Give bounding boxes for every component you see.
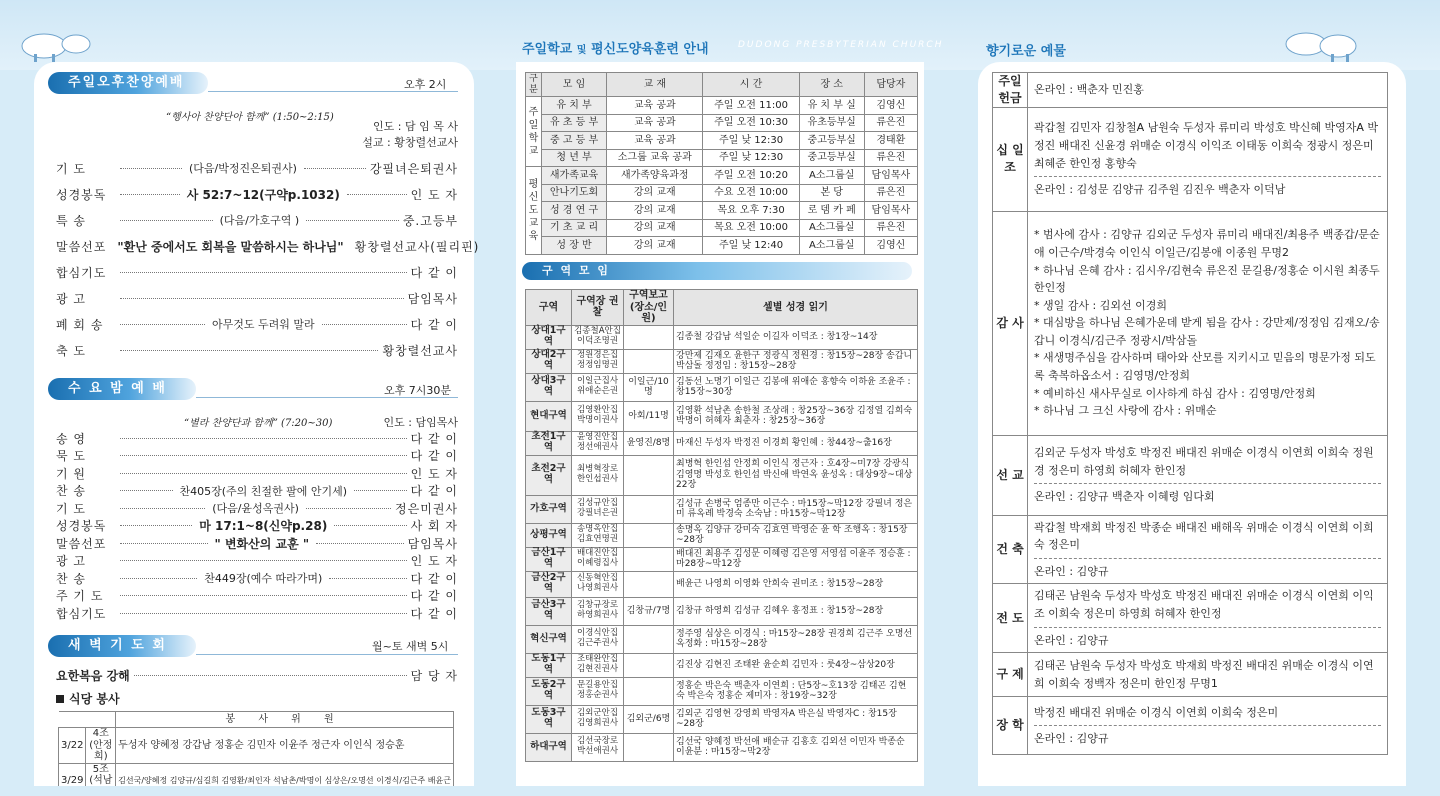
order-person: 담임목사 bbox=[407, 536, 458, 551]
header-center-title: 주일학교 및 평신도양육훈련 안내 bbox=[522, 42, 709, 57]
order-content: 찬405장(주의 친절한 팔에 안기세) bbox=[179, 484, 348, 498]
district-row bbox=[526, 653, 918, 677]
order-label: 찬 송 bbox=[56, 484, 86, 498]
offering-content bbox=[1028, 584, 1388, 653]
school-cell: 강의 교재 bbox=[607, 202, 703, 220]
offering-content bbox=[1028, 697, 1388, 755]
district-cell: 최병혁 한인섭 안정희 이인식 정근자 : 호4장~미7장 강광식 김영명 박성호 한인섭 박신애 박연옥 윤성옥 : 대상9장~대상22장 bbox=[674, 455, 918, 495]
wednesday-leader: 인도 : 담임목사 bbox=[383, 416, 458, 429]
offering-line: * 새생명주심을 감사하며 태아와 산모를 지키시고 믿음의 명문가정 되도록 축복하옵소서 : 김영명/안정희 bbox=[1034, 351, 1376, 383]
sunday-order-row bbox=[56, 262, 458, 282]
order-person: 인 도 자 bbox=[410, 466, 458, 481]
school-cell: 소그룹 교육 공과 bbox=[607, 149, 703, 167]
district-cell: 금산2구역 bbox=[526, 571, 572, 597]
district-cell: 강만제 김재오 윤한구 정광식 정원경 : 창15장~28장 송갑니 박삼돌 정정임 : 창15장~28장 bbox=[674, 349, 918, 373]
district-cell: 이일근/10명 bbox=[624, 373, 674, 401]
school-cell: 김영신 bbox=[864, 237, 917, 255]
school-cell: A소그룹실 bbox=[799, 237, 864, 255]
district-cell: 도동1구역 bbox=[526, 653, 572, 677]
district-cell: 정원경은집 정정임명권 bbox=[572, 349, 624, 373]
offering-category: 주일 헌금 bbox=[993, 73, 1028, 108]
offering-line: * 생일 감사 : 김외선 이경희 bbox=[1034, 298, 1167, 312]
district-header: 구역장 권찰 bbox=[572, 290, 624, 326]
meal-row bbox=[59, 728, 454, 764]
district-cell bbox=[624, 523, 674, 547]
offering-row bbox=[993, 697, 1388, 755]
order-person: 중.고등부 bbox=[402, 213, 459, 228]
district-cell: 조태완안집 김현진권사 bbox=[572, 653, 624, 677]
meal-cell: 4조(안정희) bbox=[86, 728, 116, 764]
district-cell bbox=[624, 495, 674, 523]
order-person: 강필녀은퇴권사 bbox=[369, 161, 458, 176]
offering-content bbox=[1028, 653, 1388, 697]
order-person: 황창렬선교사 bbox=[382, 343, 458, 358]
district-cell: 김창규장로 하영희권사 bbox=[572, 597, 624, 625]
school-row bbox=[526, 202, 918, 220]
school-cell: 새가족교육 bbox=[542, 167, 607, 185]
school-cell: 주일 오전 11:00 bbox=[703, 97, 799, 115]
offering-online: 온라인 : 김성문 김양규 김주원 김진우 백춘자 이덕남 bbox=[1034, 183, 1286, 197]
order-person: 인 도 자 bbox=[410, 187, 459, 202]
district-cell: 문길용안집 정홍순권사 bbox=[572, 677, 624, 705]
order-label: 광 고 bbox=[56, 291, 86, 306]
school-cell: 유초등부실 bbox=[799, 114, 864, 132]
offering-line: * 대심방을 하나님 은혜가운데 받게 됨을 감사 : 강만제/정정임 김재오/송갑니 이경식/김근주 정광시/박삼돌 bbox=[1034, 316, 1380, 347]
order-person: 다 같 이 bbox=[410, 589, 458, 603]
sunday-order-row bbox=[56, 158, 458, 178]
district-row bbox=[526, 495, 918, 523]
district-cell: 김영환 석남촌 송한철 조상래 : 창25장~36장 김정열 김희숙 박명이 허혜자 최춘자 : 창25장~36장 bbox=[674, 401, 918, 431]
dawn-time: 월~토 새벽 5시 bbox=[372, 640, 449, 653]
school-cell: 주일 낮 12:30 bbox=[703, 132, 799, 150]
order-person: 사 회 자 bbox=[410, 519, 458, 533]
wednesday-order-row bbox=[56, 603, 458, 623]
school-cell: 기 초 교 리 bbox=[542, 219, 607, 237]
sheep-illustration-right bbox=[1276, 16, 1364, 64]
school-group: 평신도교육 bbox=[526, 167, 542, 255]
sunday-section-title: 주일오후찬양예배 bbox=[48, 72, 208, 94]
wednesday-time: 오후 7시30분 bbox=[384, 384, 451, 397]
district-cell: 김외군 김영현 강영희 박영자A 박은실 박영자C : 창15장~28장 bbox=[674, 705, 918, 733]
sunday-order-row bbox=[56, 314, 458, 334]
offering-online: 온라인 : 백춘자 민진홍 bbox=[1034, 83, 1144, 96]
school-cell: 목요 오후 7:30 bbox=[703, 202, 799, 220]
district-cell: 초전2구역 bbox=[526, 455, 572, 495]
offering-line: * 범사에 감사 : 김양규 김외군 두성자 류미리 배대진/최용주 백종갑/문순애 이근수/박경숙 이인식 이일근/김봉애 이종원 무명2 bbox=[1034, 228, 1380, 259]
order-person: 다 같 이 bbox=[410, 431, 458, 446]
district-cell: 김선국 양혜정 박선애 배순규 김홍호 김외선 이민자 박종순 이윤분 : 마15장~막2장 bbox=[674, 733, 918, 761]
district-row bbox=[526, 325, 918, 349]
school-cell: A소그룹실 bbox=[799, 219, 864, 237]
school-cell: 강의 교재 bbox=[607, 237, 703, 255]
district-cell: 김성규안집 강필녀은권 bbox=[572, 495, 624, 523]
district-header: 셀별 성경 읽기 bbox=[674, 290, 918, 326]
district-row bbox=[526, 705, 918, 733]
school-cell: 경태환 bbox=[864, 132, 917, 150]
district-cell: 혁신구역 bbox=[526, 625, 572, 653]
district-table bbox=[525, 289, 918, 762]
offering-online: 온라인 : 김양규 bbox=[1034, 564, 1109, 578]
district-cell: 송명옥안집 김효연명권 bbox=[572, 523, 624, 547]
sunday-order-row bbox=[56, 340, 458, 360]
school-cell: 로 뎀 카 페 bbox=[799, 202, 864, 220]
order-person: 다 같 이 bbox=[410, 317, 459, 332]
wednesday-section-title: 수 요 밤 예 배 bbox=[48, 378, 196, 400]
district-cell: 배윤근 나영희 이영화 안희숙 권미조 : 창15장~28장 bbox=[674, 571, 918, 597]
district-cell: 가호구역 bbox=[526, 495, 572, 523]
district-cell: 신동혁안집 나영희권사 bbox=[572, 571, 624, 597]
district-cell: 아회/11명 bbox=[624, 401, 674, 431]
order-label: 주 기 도 bbox=[56, 589, 104, 603]
offering-line: 박정진 배대진 위매순 이경식 이연희 이희숙 정은미 bbox=[1034, 705, 1279, 719]
order-person: 다 같 이 bbox=[410, 606, 458, 621]
offering-content bbox=[1028, 211, 1388, 435]
offering-line: * 하나님 그 크신 사랑에 감사 : 위매순 bbox=[1034, 404, 1217, 418]
district-header: 구역보고 (장소/인원) bbox=[624, 290, 674, 326]
school-cell: 안나기도회 bbox=[542, 184, 607, 202]
school-group: 주일학교 bbox=[526, 97, 542, 167]
district-cell: 김종철A안집 이덕조명권 bbox=[572, 325, 624, 349]
meal-cell: 김선국/양혜정 김양규/심길희 김영환/최인자 석남촌/박명이 심상은/오명선 이경식/김근주 배윤근 bbox=[116, 763, 454, 796]
offering-category: 구 제 bbox=[993, 653, 1028, 697]
district-cell: 배대진안집 이혜령집사 bbox=[572, 547, 624, 571]
offering-row bbox=[993, 107, 1388, 211]
offering-category: 감 사 bbox=[993, 211, 1028, 435]
district-cell: 김외군/6명 bbox=[624, 705, 674, 733]
order-label: 묵 도 bbox=[56, 449, 86, 463]
district-row bbox=[526, 401, 918, 431]
offering-content bbox=[1028, 515, 1388, 584]
school-cell: 교육 공과 bbox=[607, 132, 703, 150]
district-cell bbox=[624, 677, 674, 705]
district-cell bbox=[624, 455, 674, 495]
school-cell: 수요 오전 10:00 bbox=[703, 184, 799, 202]
order-content: "환난 중에서도 회복을 말씀하시는 하나님" bbox=[117, 239, 344, 254]
school-cell: 중고등부실 bbox=[799, 132, 864, 150]
order-label: 송 영 bbox=[56, 431, 86, 446]
sunday-order-row bbox=[56, 236, 480, 256]
district-cell: 정홍순 박은숙 백춘자 이연희 : 단5장~호13장 김태곤 김현숙 박은숙 정홍순 제미자 : 창19장~32장 bbox=[674, 677, 918, 705]
school-cell: 유 초 등 부 bbox=[542, 114, 607, 132]
meal-cell: 5조(석남 bbox=[86, 763, 116, 796]
order-label: 말씀선포 bbox=[56, 536, 107, 551]
district-cell: 상평구역 bbox=[526, 523, 572, 547]
sunday-order-row bbox=[56, 288, 458, 308]
offering-row bbox=[993, 211, 1388, 435]
school-cell: 성 장 반 bbox=[542, 237, 607, 255]
district-row bbox=[526, 455, 918, 495]
order-person: 황창렬선교사(필리핀) bbox=[354, 239, 480, 254]
district-cell bbox=[624, 733, 674, 761]
school-cell: 주일 낮 12:40 bbox=[703, 237, 799, 255]
district-row bbox=[526, 547, 918, 571]
district-row bbox=[526, 733, 918, 761]
order-label: 찬 송 bbox=[56, 571, 86, 586]
order-label: 폐 회 송 bbox=[56, 317, 104, 332]
school-table bbox=[525, 72, 918, 255]
sunday-leader: 인도 : 담 임 목 사 bbox=[373, 120, 458, 133]
school-cell: 청 년 부 bbox=[542, 149, 607, 167]
offering-line: * 하나님 은혜 감사 : 김시우/김현숙 류은진 문길용/정홍순 이시원 최종두 한인정 bbox=[1034, 263, 1380, 295]
sunday-theme: “행사아 찬양단아 함께” (1:50~2:15) bbox=[166, 112, 334, 123]
school-row bbox=[526, 97, 918, 115]
district-cell: 배대진 최용주 김성문 이혜령 김은영 서영섭 이윤주 정승훈 : 마28장~막12장 bbox=[674, 547, 918, 571]
district-cell: 윤영진안집 정선애권사 bbox=[572, 431, 624, 455]
school-cell: 강의 교재 bbox=[607, 219, 703, 237]
sunday-order-row bbox=[56, 184, 458, 204]
district-cell: 상대1구역 bbox=[526, 325, 572, 349]
offering-online: 온라인 : 김양규 bbox=[1034, 633, 1109, 647]
district-cell bbox=[624, 547, 674, 571]
district-cell bbox=[624, 625, 674, 653]
school-cell: 유 치 부 실 bbox=[799, 97, 864, 115]
school-cell: 주일 오전 10:20 bbox=[703, 167, 799, 185]
order-person: 다 같 이 bbox=[410, 449, 458, 463]
order-label: 특 송 bbox=[56, 213, 86, 228]
meal-cell: 두성자 양혜정 강갑남 정홍순 김민자 이윤주 정근자 이인식 정승훈 bbox=[116, 728, 454, 764]
school-cell: 목요 오전 10:00 bbox=[703, 219, 799, 237]
offering-line: 김태곤 남원숙 두성자 박성호 박재희 박정진 배대진 위매순 이경식 이연희 이희숙 정백자 정은미 한인정 무명1 bbox=[1034, 659, 1374, 690]
sunday-preacher: 설교 : 황창렬선교사 bbox=[362, 136, 458, 149]
school-cell: 교육 공과 bbox=[607, 114, 703, 132]
school-cell: 성 경 연 구 bbox=[542, 202, 607, 220]
school-row bbox=[526, 132, 918, 150]
district-cell: 김창규 하영희 김성규 김혜우 홍정표 : 창15장~28장 bbox=[674, 597, 918, 625]
district-cell: 김창규/7명 bbox=[624, 597, 674, 625]
school-header: 구분 bbox=[526, 73, 542, 97]
school-cell: 새가족양육과정 bbox=[607, 167, 703, 185]
school-cell: 교육 공과 bbox=[607, 97, 703, 115]
offering-row bbox=[993, 73, 1388, 108]
district-cell: 금산3구역 bbox=[526, 597, 572, 625]
order-label: 성경봉독 bbox=[56, 519, 107, 533]
district-row bbox=[526, 625, 918, 653]
district-row bbox=[526, 597, 918, 625]
meal-cell: 3/22 bbox=[59, 728, 86, 764]
offering-content bbox=[1028, 435, 1388, 515]
school-cell: 류은진 bbox=[864, 184, 917, 202]
offering-row bbox=[993, 515, 1388, 584]
offering-row bbox=[993, 653, 1388, 697]
offering-online: 온라인 : 김양규 bbox=[1034, 732, 1109, 746]
school-cell: 류은진 bbox=[864, 149, 917, 167]
district-row bbox=[526, 349, 918, 373]
district-cell bbox=[624, 653, 674, 677]
school-cell: 류은진 bbox=[864, 114, 917, 132]
sunday-order-row bbox=[56, 210, 458, 230]
district-row bbox=[526, 523, 918, 547]
order-label: 말씀선포 bbox=[56, 239, 107, 254]
offering-table bbox=[992, 72, 1388, 755]
school-row bbox=[526, 167, 918, 185]
offering-category: 선 교 bbox=[993, 435, 1028, 515]
order-content: 아무것도 두려워 말라 bbox=[211, 318, 315, 331]
dawn-section-title: 새 벽 기 도 회 bbox=[48, 635, 196, 657]
offering-row bbox=[993, 584, 1388, 653]
order-label: 기 도 bbox=[56, 501, 86, 516]
district-cell: 김진상 김현진 조태완 윤순희 김민자 : 룻4장~삼상20장 bbox=[674, 653, 918, 677]
order-label: 성경봉독 bbox=[56, 187, 107, 202]
district-cell: 도동3구역 bbox=[526, 705, 572, 733]
order-label: 합심기도 bbox=[56, 265, 107, 280]
district-cell: 김외군안집 김영희권사 bbox=[572, 705, 624, 733]
district-row bbox=[526, 431, 918, 455]
offering-row bbox=[993, 435, 1388, 515]
school-row bbox=[526, 219, 918, 237]
district-cell: 윤영진/8명 bbox=[624, 431, 674, 455]
meal-service-table bbox=[58, 711, 454, 796]
district-cell: 상대3구역 bbox=[526, 373, 572, 401]
school-cell: 유 치 부 bbox=[542, 97, 607, 115]
district-cell: 도동2구역 bbox=[526, 677, 572, 705]
order-person: 정은미권사 bbox=[395, 501, 459, 516]
school-cell: 담임목사 bbox=[864, 202, 917, 220]
offering-line: 김외군 두성자 박성호 박정진 배대진 위매순 이경식 이연희 이희숙 정원경 정은미 하영희 허혜자 한인정 bbox=[1034, 446, 1374, 477]
sheep-illustration-left bbox=[14, 16, 102, 64]
order-content: (다음/가호구역 ) bbox=[219, 214, 300, 227]
meal-service-title: 식당 봉사 bbox=[56, 690, 120, 707]
order-content: " 변화산의 교훈 " bbox=[214, 536, 310, 551]
order-label: 광 고 bbox=[56, 554, 86, 568]
district-cell bbox=[624, 349, 674, 373]
school-row bbox=[526, 237, 918, 255]
school-cell: 중고등부실 bbox=[799, 149, 864, 167]
top-banner bbox=[0, 0, 1440, 70]
header-right-title: 향기로운 예물 bbox=[986, 44, 1066, 59]
school-cell: 담임목사 bbox=[864, 167, 917, 185]
offering-category: 전 도 bbox=[993, 584, 1028, 653]
district-cell: 마재신 두성자 박정진 이경희 황인혜 : 창44장~출16장 bbox=[674, 431, 918, 455]
sunday-time: 오후 2시 bbox=[404, 78, 447, 91]
school-cell: 류은진 bbox=[864, 219, 917, 237]
district-cell: 이일근집사 위애순은권 bbox=[572, 373, 624, 401]
district-cell: 현대구역 bbox=[526, 401, 572, 431]
order-label: 합심기도 bbox=[56, 606, 107, 621]
school-cell: 중 고 등 부 bbox=[542, 132, 607, 150]
order-label: 기 원 bbox=[56, 466, 86, 481]
meal-cell: 3/29 bbox=[59, 763, 86, 796]
school-row bbox=[526, 114, 918, 132]
school-header: 장 소 bbox=[799, 73, 864, 97]
district-cell: 상대2구역 bbox=[526, 349, 572, 373]
district-row bbox=[526, 571, 918, 597]
order-content: (다음/박정진은퇴권사) bbox=[188, 162, 297, 175]
offering-content bbox=[1028, 73, 1388, 108]
district-cell: 김종철 강갑남 석일순 이길자 이덕조 : 창1장~14장 bbox=[674, 325, 918, 349]
order-content: (다음/윤성옥권사) bbox=[212, 502, 299, 515]
school-header: 교 재 bbox=[607, 73, 703, 97]
wednesday-theme: “별라 찬양단과 함께” (7:20~30) bbox=[184, 418, 333, 429]
school-cell: 본 당 bbox=[799, 184, 864, 202]
district-row bbox=[526, 373, 918, 401]
district-cell: 김선국장로 박선애권사 bbox=[572, 733, 624, 761]
district-row bbox=[526, 677, 918, 705]
district-cell bbox=[624, 571, 674, 597]
offering-line: 김태곤 남원숙 두성자 박성호 박정진 배대진 위매순 이경식 이연희 이익조 이희숙 정은미 하영희 허혜자 한인정 bbox=[1034, 589, 1374, 620]
offering-line: 곽갑철 박재희 박정진 박종순 배대진 배해옥 위매순 이경식 이연희 이희숙 정은미 bbox=[1034, 520, 1374, 552]
meal-header: 봉 사 위 원 bbox=[116, 712, 454, 728]
offering-content bbox=[1028, 107, 1388, 211]
district-cell: 김영환안집 박명이권사 bbox=[572, 401, 624, 431]
church-name: DUDONG PRESBYTERIAN CHURCH bbox=[738, 40, 944, 50]
order-label: 기 도 bbox=[56, 161, 86, 176]
district-cell: 최병혁장로 한인섭권사 bbox=[572, 455, 624, 495]
district-cell: 정주영 심상은 이경식 : 마15장~28장 권경희 김근주 오명선 옥정화 : 마15장~28장 bbox=[674, 625, 918, 653]
school-header: 시 간 bbox=[703, 73, 799, 97]
district-cell: 김성규 손병국 엄종만 이근수 : 마15장~막12장 강필녀 정은미 류옥례 박경숙 소숙남 : 마15장~막12장 bbox=[674, 495, 918, 523]
offering-category: 건 축 bbox=[993, 515, 1028, 584]
school-cell: 주일 낮 12:30 bbox=[703, 149, 799, 167]
order-content: 마 17:1~8(신약p.28) bbox=[199, 519, 328, 533]
offering-category: 십 일 조 bbox=[993, 107, 1028, 211]
order-label: 축 도 bbox=[56, 343, 86, 358]
school-cell: 김영신 bbox=[864, 97, 917, 115]
order-person: 인 도 자 bbox=[410, 554, 458, 568]
order-person: 다 같 이 bbox=[410, 484, 458, 498]
offering-line: * 예비하신 새사무실로 이사하게 하심 감사 : 김영명/안정희 bbox=[1034, 386, 1316, 400]
school-cell: A소그룹실 bbox=[799, 167, 864, 185]
school-row bbox=[526, 149, 918, 167]
school-cell: 주일 오전 10:30 bbox=[703, 114, 799, 132]
district-cell: 김동선 노명기 이일근 김봉애 위애순 홍향숙 이하윤 조윤주 : 창15장~30장 bbox=[674, 373, 918, 401]
order-person: 다 같 이 bbox=[410, 571, 458, 586]
district-cell bbox=[624, 325, 674, 349]
district-cell: 금산1구역 bbox=[526, 547, 572, 571]
order-content: 사 52:7~12(구약p.1032) bbox=[186, 187, 340, 202]
offering-line: 곽갑철 김민자 김창철A 남원숙 두성자 류미리 박성호 박신혜 박영자A 박정진 배대진 신윤경 위매순 이경식 이익조 이태동 이희숙 정광시 정은미 최혜준 한인정 홍향숙 bbox=[1034, 121, 1379, 170]
order-person: 다 같 이 bbox=[410, 265, 458, 280]
district-cell: 송명옥 김양규 강미숙 김효연 박영순 윤 학 조행옥 : 창15장~28장 bbox=[674, 523, 918, 547]
district-cell: 초전1구역 bbox=[526, 431, 572, 455]
school-cell: 강의 교재 bbox=[607, 184, 703, 202]
district-section-title: 구 역 모 임 bbox=[522, 262, 912, 280]
district-cell: 이경식안집 김근주권사 bbox=[572, 625, 624, 653]
school-row bbox=[526, 184, 918, 202]
order-content: 찬449장(예수 따라가며) bbox=[204, 572, 323, 585]
district-cell: 하대구역 bbox=[526, 733, 572, 761]
offering-category: 장 학 bbox=[993, 697, 1028, 755]
offering-online: 온라인 : 김양규 백춘자 이혜령 임다회 bbox=[1034, 490, 1215, 504]
school-header: 담당자 bbox=[864, 73, 917, 97]
dawn-item: 요한복음 강해 담 당 자 bbox=[56, 668, 458, 683]
school-header: 모 임 bbox=[542, 73, 607, 97]
order-person: 담임목사 bbox=[407, 291, 458, 306]
district-header: 구역 bbox=[526, 290, 572, 326]
